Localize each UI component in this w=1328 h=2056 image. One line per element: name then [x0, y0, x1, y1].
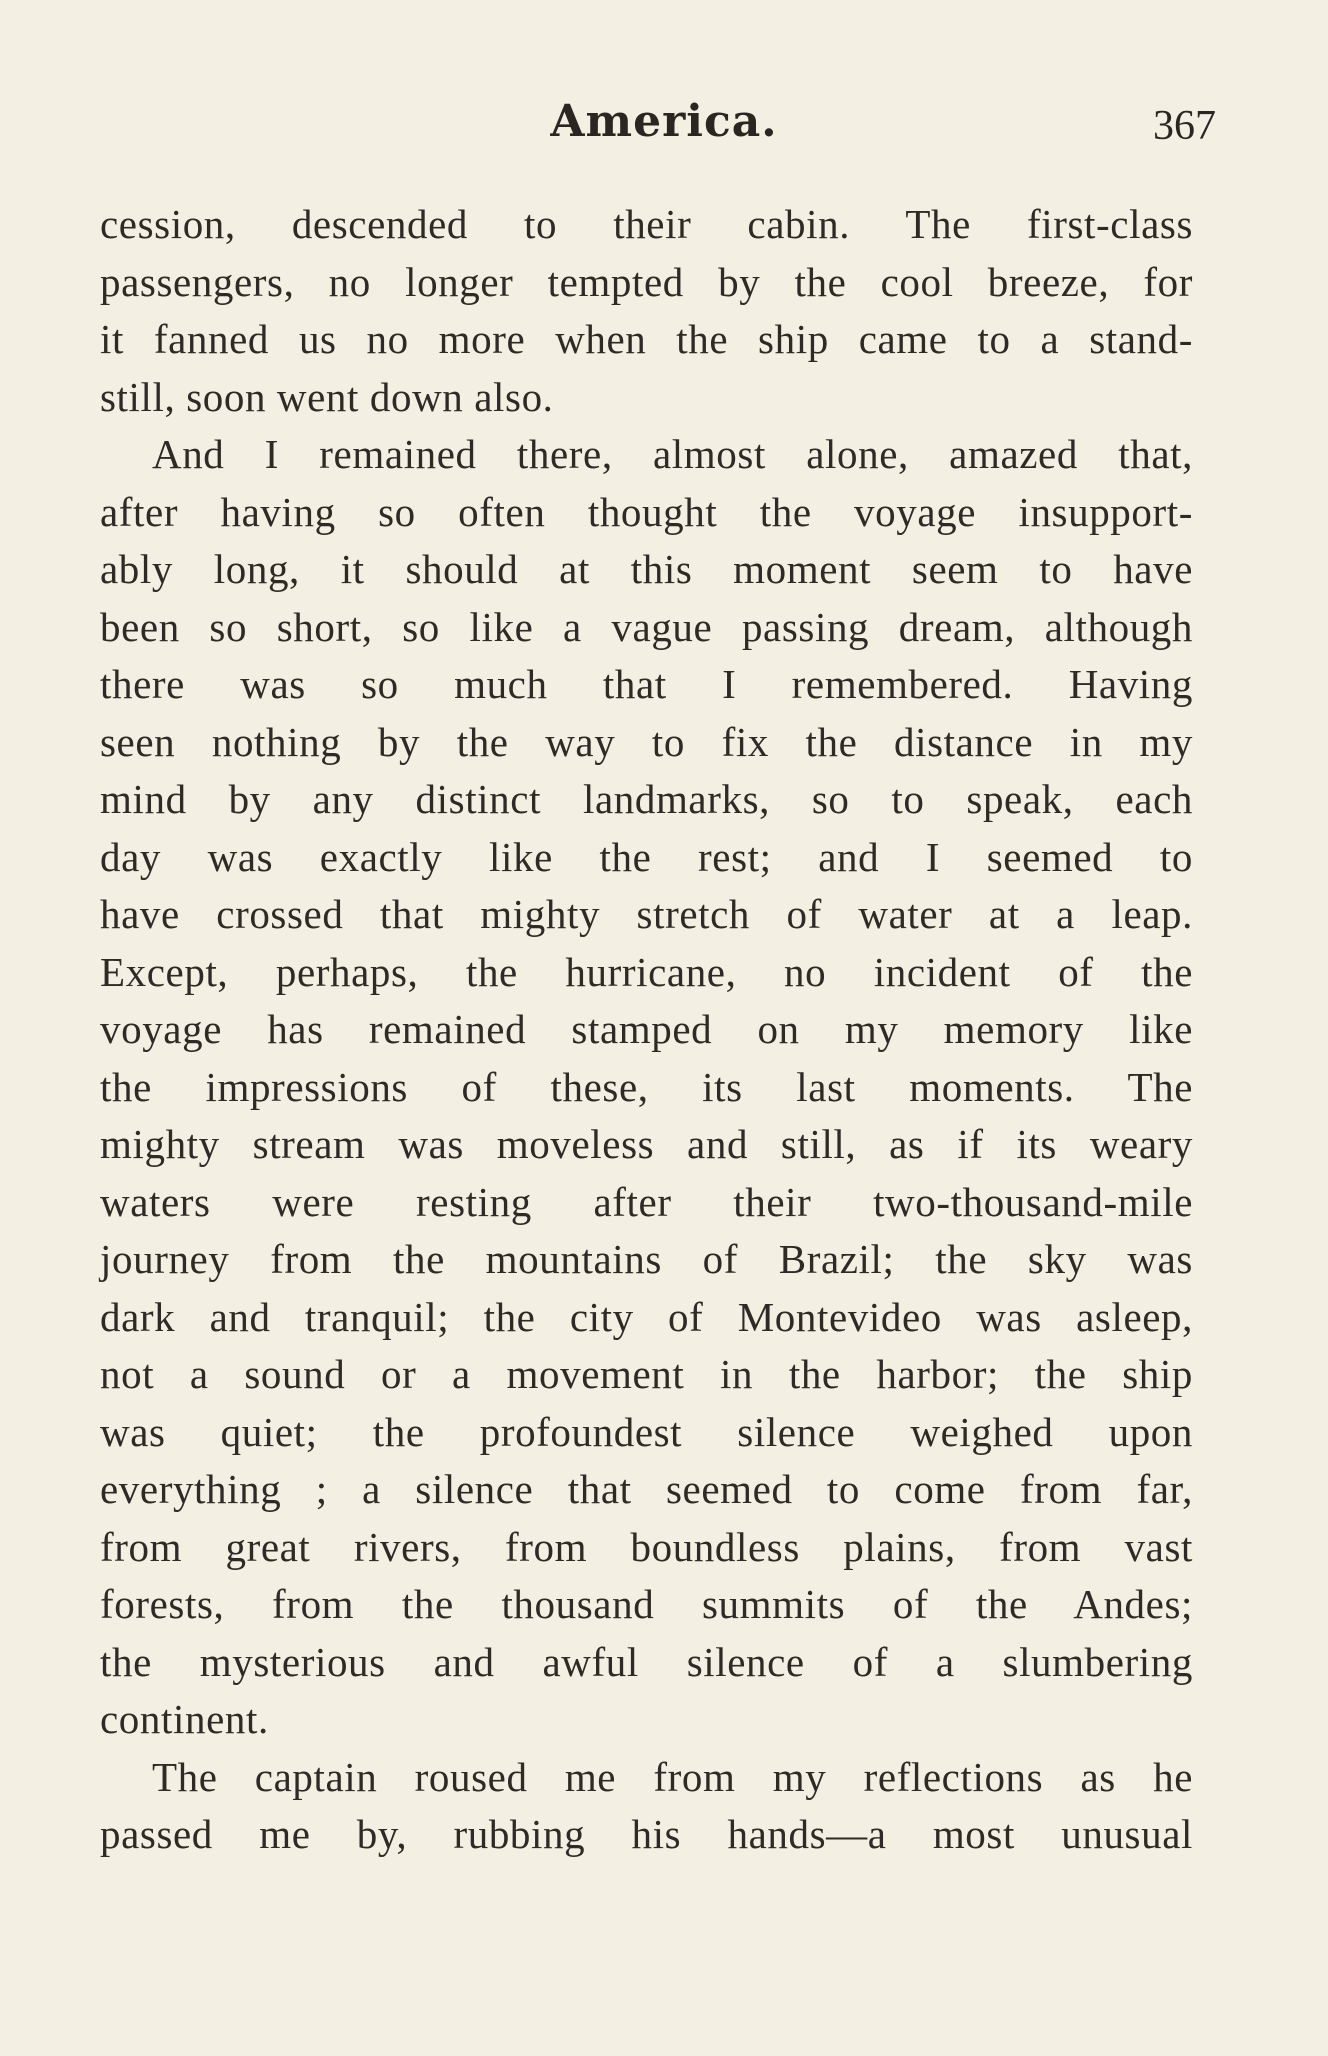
text-line: still, soon went down also.	[100, 373, 554, 420]
body-text	[100, 196, 1193, 1864]
text-line: And I remained there, almost alone, amazed that,	[152, 431, 1193, 477]
text-line: ably long, it should at this moment seem to have	[100, 546, 1193, 592]
text-line: The captain roused me from my reflections as he	[152, 1753, 1193, 1800]
running-head	[0, 96, 1328, 156]
text-line: from great rivers, from boundless plains, from vast	[100, 1523, 1193, 1570]
text-line: been so short, so like a vague passing dream, although	[100, 603, 1193, 650]
text-line: mighty stream was moveless and still, as if its weary	[100, 1121, 1193, 1167]
page-number: 367	[1153, 103, 1216, 149]
text-line: there was so much that I remembered. Having	[100, 661, 1193, 707]
text-line: was quiet; the profoundest silence weighed upon	[100, 1408, 1193, 1455]
text-line: the mysterious and awful silence of a slumbering	[100, 1638, 1193, 1685]
text-line: not a sound or a movement in the harbor; the ship	[100, 1351, 1193, 1397]
text-line: it fanned us no more when the ship came to a stand-	[100, 316, 1193, 362]
text-line: have crossed that mighty stretch of water at a leap.	[100, 891, 1193, 937]
text-line: forests, from the thousand summits of the Andes;	[100, 1581, 1193, 1627]
text-line: passengers, no longer tempted by the cool breeze, for	[100, 258, 1193, 305]
text-line: journey from the mountains of Brazil; the sky was	[100, 1236, 1193, 1282]
text-line: the impressions of these, its last moments. The	[100, 1063, 1193, 1110]
text-line: passed me by, rubbing his hands—a most unusual	[100, 1811, 1193, 1857]
text-line: waters were resting after their two-thousand-mile	[100, 1178, 1193, 1225]
text-line: continent.	[100, 1696, 269, 1742]
running-title: America.	[550, 96, 778, 147]
text-line: day was exactly like the rest; and I seemed to	[100, 833, 1193, 880]
text-line: Except, perhaps, the hurricane, no incident of the	[100, 948, 1193, 995]
text-line: dark and tranquil; the city of Montevideo was asleep,	[100, 1293, 1193, 1340]
text-line: seen nothing by the way to fix the distance in my	[100, 718, 1193, 765]
text-line: mind by any distinct landmarks, so to speak, each	[100, 776, 1193, 822]
text-line: voyage has remained stamped on my memory like	[100, 1006, 1193, 1052]
text-line: after having so often thought the voyage insupport-	[100, 488, 1193, 535]
text-line: everything ; a silence that seemed to come from far,	[100, 1466, 1193, 1512]
text-line: cession, descended to their cabin. The first-class	[100, 201, 1193, 247]
